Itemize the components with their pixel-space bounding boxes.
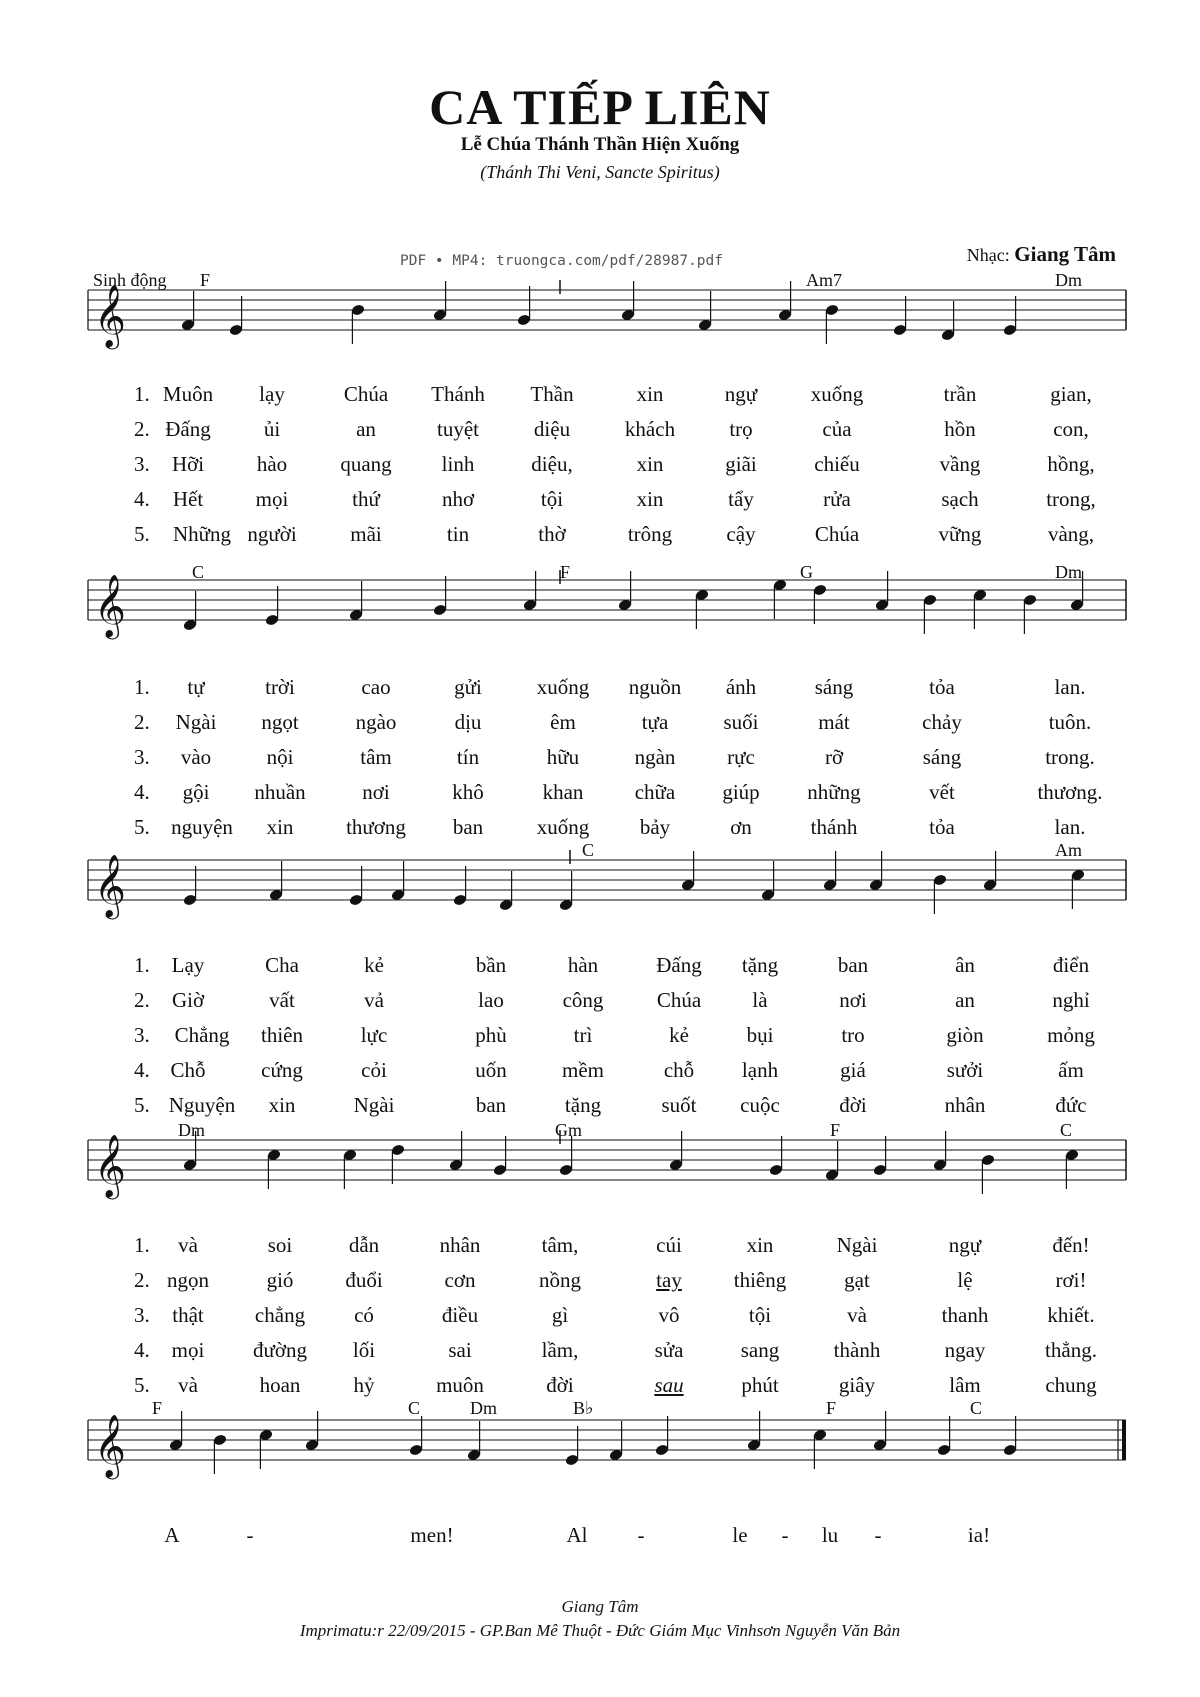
lyric-syllable: đời (839, 1093, 867, 1117)
lyric-syllable: quang (340, 452, 392, 476)
lyric-syllable: hồn (944, 417, 976, 441)
lyric-syllable: ban (475, 1093, 507, 1117)
lyric-syllable: ánh (725, 675, 757, 699)
lyric-syllable: điều (441, 1303, 479, 1327)
lyric-syllable: diệu, (531, 452, 573, 476)
lyric-syllable: phút (741, 1373, 779, 1397)
lyric-syllable: tín (456, 745, 480, 769)
lyric-syllable: Đấng (165, 417, 211, 441)
lyric-syllable: sáng (814, 675, 854, 699)
lyric-syllable: gian, (1050, 382, 1092, 406)
lyric-syllable: thật (172, 1303, 204, 1327)
lyric-syllable: điển (1052, 953, 1090, 977)
lyric-syllable: lệ (957, 1268, 973, 1292)
lyric-syllable: của (822, 417, 852, 441)
lyric-syllable: rực (727, 745, 755, 769)
lyric-syllable: mọi (171, 1338, 205, 1362)
lyric-syllable: gạt (844, 1268, 870, 1292)
lyric-syllable: tựa (641, 710, 669, 734)
treble-clef-icon: 𝄞 (94, 574, 126, 637)
chord-symbol: C (970, 1398, 983, 1418)
lyric-syllable: giãi (725, 452, 757, 476)
lyric-syllable: tẩy (728, 487, 754, 511)
lyric-syllable: kẻ (669, 1023, 689, 1047)
verse-number: 5. (134, 1093, 150, 1117)
lyric-syllable: mềm (562, 1058, 604, 1082)
lyric-syllable: ấm (1058, 1058, 1084, 1082)
lyric-syllable: trần (943, 382, 977, 406)
verse-number: 1. (134, 1233, 150, 1257)
verse-number: 5. (134, 522, 150, 546)
lyric-syllable: Hết (172, 487, 204, 511)
lyric-syllable: suối (723, 710, 759, 734)
lyric-syllable: thương. (1037, 780, 1103, 804)
lyric-syllable: mãi (350, 522, 382, 546)
lyric-syllable: bụi (746, 1023, 774, 1047)
lyric-syllable: lao (478, 988, 504, 1012)
lyric-syllable: hồng, (1047, 452, 1095, 476)
lyric-syllable: sửa (654, 1338, 684, 1362)
lyric-syllable: thánh (810, 815, 858, 839)
lyric-syllable: vô (658, 1303, 680, 1327)
lyric-syllable: trì (573, 1023, 593, 1047)
lyric-syllable: mọi (255, 487, 289, 511)
lyric-syllable: vết (929, 780, 955, 804)
lyric-syllable: Chẳng (174, 1023, 230, 1047)
lyric-syllable: vầng (939, 452, 981, 476)
lyric-syllable: xin (636, 487, 664, 511)
lyric-syllable: Thánh (431, 382, 485, 406)
lyric-syllable: khan (542, 780, 584, 804)
treble-clef-icon: 𝄞 (94, 284, 126, 347)
verse-number: 5. (134, 1373, 150, 1397)
verse-number: 3. (134, 452, 150, 476)
lyric-syllable: gội (182, 780, 210, 804)
lyric-syllable: tự (187, 675, 205, 699)
lyric-syllable: xuống (810, 382, 864, 406)
song-subtitle-latin: (Thánh Thi Veni, Sancte Spiritus) (480, 162, 720, 182)
lyric-syllable: khô (452, 780, 484, 804)
lyric-syllable: giây (838, 1373, 876, 1397)
chord-symbol: F (830, 1120, 841, 1140)
lyric-syllable: tay (656, 1268, 682, 1292)
verse-number: 3. (134, 1303, 150, 1327)
lyric-syllable: sang (740, 1338, 780, 1362)
chord-symbol: Dm (1055, 562, 1082, 582)
composer-label: Nhạc: (966, 245, 1010, 265)
lyric-syllable: ngọt (261, 710, 299, 734)
verse-number: 2. (134, 417, 150, 441)
lyric-syllable: cậy (726, 522, 756, 546)
lyric-syllable: ơn (730, 815, 752, 839)
lyric-syllable: mát (818, 710, 850, 734)
lyric-syllable: tặng (564, 1093, 602, 1117)
source-link[interactable]: PDF • MP4: truongca.com/pdf/28987.pdf (400, 253, 724, 269)
lyric-syllable: tỏa (929, 675, 955, 699)
lyric-syllable: vàng, (1047, 522, 1095, 546)
lyric-syllable: - (874, 1523, 882, 1547)
lyric-syllable: hoan (259, 1373, 301, 1397)
lyric-syllable: Chúa (343, 382, 389, 406)
chord-symbol: C (1060, 1120, 1073, 1140)
chord-symbol: F (152, 1398, 163, 1418)
lyric-syllable: Chỗ (170, 1058, 206, 1082)
chord-symbol: Gm (555, 1120, 582, 1140)
lyric-syllable: chung (1045, 1373, 1097, 1397)
lyric-syllable: nguyện (171, 815, 233, 839)
lyric-syllable: tro (841, 1023, 865, 1047)
verse-number: 4. (134, 1058, 150, 1082)
lyric-syllable: thẳng. (1045, 1338, 1097, 1362)
lyric-syllable: đời (546, 1373, 574, 1397)
lyric-syllable: nội (266, 745, 294, 769)
lyric-syllable: nhơ (441, 487, 475, 511)
lyric-syllable: vất (269, 988, 295, 1012)
lyric-syllable: nơi (839, 988, 867, 1012)
lyric-syllable: Ngài (353, 1093, 395, 1117)
lyric-syllable: soi (267, 1233, 293, 1257)
lyric-syllable: uốn (475, 1058, 507, 1082)
footer-author: Giang Tâm (561, 1597, 639, 1616)
lyric-syllable: khách (624, 417, 676, 441)
lyric-syllable: Ngài (175, 710, 217, 734)
treble-clef-icon: 𝄞 (94, 854, 126, 917)
lyric-syllable: tặng (741, 953, 779, 977)
lyric-syllable: tuôn. (1048, 710, 1092, 734)
lyric-syllable: và (178, 1373, 198, 1397)
song-subtitle: Lễ Chúa Thánh Thần Hiện Xuống (460, 134, 740, 155)
lyric-syllable: an (955, 988, 975, 1012)
lyric-syllable: thương (346, 815, 406, 839)
lyric-syllable: thanh (941, 1303, 989, 1327)
lyric-syllable: diệu (533, 417, 571, 441)
lyric-syllable: tội (748, 1303, 772, 1327)
lyric-syllable: là (752, 988, 768, 1012)
chord-symbol: F (200, 270, 211, 290)
lyric-syllable: rỡ (824, 745, 844, 769)
lyric-syllable: tội (540, 487, 564, 511)
lyric-syllable: an (356, 417, 376, 441)
lyric-syllable: Những (172, 522, 232, 546)
lyric-syllable: chẳng (254, 1303, 306, 1327)
lyric-syllable: nghỉ (1052, 988, 1090, 1012)
lyric-syllable: trông (627, 522, 673, 546)
lyric-syllable: có (354, 1303, 374, 1327)
lyric-syllable: trời (265, 675, 295, 699)
lyric-syllable: muôn (436, 1373, 484, 1397)
treble-clef-icon: 𝄞 (94, 1414, 126, 1477)
lyric-syllable: lạy (259, 382, 285, 406)
lyric-syllable: ngự (724, 382, 758, 406)
lyric-syllable: bảy (639, 815, 671, 839)
lyric-syllable: lan. (1054, 815, 1086, 839)
lyric-syllable: những (807, 780, 861, 804)
lyric-syllable: hàn (567, 953, 599, 977)
lyric-syllable: nhuần (254, 780, 306, 804)
lyric-syllable: công (562, 988, 604, 1012)
lyric-syllable: ngào (355, 710, 397, 734)
lyric-syllable: lối (352, 1338, 376, 1362)
lyric-syllable: Cha (265, 953, 299, 977)
lyric-syllable: cứng (261, 1058, 303, 1082)
song-title: CA TIẾP LIÊN (429, 79, 771, 135)
lyric-syllable: chiếu (814, 452, 860, 476)
lyric-syllable: ân (955, 953, 975, 977)
lyric-syllable: thờ (538, 522, 566, 546)
lyric-syllable: - (637, 1523, 645, 1547)
lyric-syllable: tâm (360, 745, 392, 769)
lyric-syllable: ngọn (167, 1268, 209, 1292)
verse-number: 5. (134, 815, 150, 839)
lyric-syllable: gió (266, 1268, 294, 1292)
chord-symbol: F (560, 562, 571, 582)
lyric-syllable: nồng (539, 1268, 581, 1292)
lyric-syllable: tin (446, 522, 470, 546)
lyric-syllable: xuống (536, 815, 590, 839)
lyric-syllable: vả (364, 988, 384, 1012)
lyric-syllable: hữu (546, 745, 580, 769)
verse-number: 3. (134, 745, 150, 769)
lyric-syllable: ngự (948, 1233, 982, 1257)
lyric-syllable: gửi (454, 675, 482, 699)
lyric-syllable: đuổi (345, 1268, 383, 1292)
chord-symbol: C (408, 1398, 421, 1418)
lyric-syllable: Đấng (656, 953, 702, 977)
lyric-syllable: xin (266, 815, 294, 839)
lyric-syllable: Ngài (836, 1233, 878, 1257)
lyric-syllable: Muôn (162, 382, 214, 406)
lyric-syllable: linh (441, 452, 475, 476)
lyric-syllable: Giờ (171, 988, 205, 1012)
lyric-syllable: và (847, 1303, 867, 1327)
chord-symbol: C (192, 562, 205, 582)
lyric-syllable: tâm, (541, 1233, 579, 1257)
lyric-syllable: ia! (967, 1523, 991, 1547)
lyric-syllable: đường (253, 1338, 307, 1362)
lyric-syllable: Chúa (656, 988, 702, 1012)
lyric-syllable: thứ (352, 487, 380, 511)
verse-number: 2. (134, 988, 150, 1012)
lyric-syllable: xuống (536, 675, 590, 699)
lyric-syllable: sạch (941, 487, 979, 511)
verse-number: 1. (134, 382, 150, 406)
lyric-syllable: xin (268, 1093, 296, 1117)
lyric-syllable: men! (410, 1523, 454, 1547)
lyric-syllable: thiêng (733, 1268, 787, 1292)
lyric-syllable: suốt (661, 1093, 697, 1117)
lyric-syllable: cỏi (361, 1058, 387, 1082)
lyric-syllable: cuộc (740, 1093, 780, 1117)
lyric-syllable: thiên (261, 1023, 303, 1047)
lyric-syllable: nguồn (628, 675, 682, 699)
lyric-syllable: giúp (722, 780, 760, 804)
lyric-syllable: le (732, 1523, 748, 1547)
chord-symbol: Dm (470, 1398, 497, 1418)
lyric-syllable: Lạy (171, 953, 205, 977)
chord-symbol: F (826, 1398, 837, 1418)
tempo-marking: Sinh động (93, 270, 167, 290)
lyric-syllable: hỷ (353, 1373, 375, 1397)
lyric-syllable: sau (654, 1373, 684, 1397)
lyric-syllable: xin (746, 1233, 774, 1257)
lyric-syllable: Al (566, 1523, 588, 1547)
lyric-syllable: trong. (1045, 745, 1095, 769)
lyric-syllable: Thần (530, 382, 574, 406)
lyric-syllable: và (178, 1233, 198, 1257)
lyric-syllable: lan. (1054, 675, 1086, 699)
lyric-syllable: phù (475, 1023, 507, 1047)
chord-symbol: C (582, 840, 595, 860)
lyric-syllable: Chúa (814, 522, 860, 546)
lyric-syllable: xin (636, 452, 664, 476)
lyric-syllable: vững (938, 522, 982, 546)
footer-imprimatur: Imprimatu:r 22/09/2015 - GP.Ban Mê Thuột - Đức Giám Mục Vinhsơn Nguyễn Văn Bản (299, 1621, 901, 1640)
lyric-syllable: ủi (263, 417, 281, 441)
chord-symbol: G (800, 562, 813, 582)
chord-symbol: B♭ (573, 1398, 594, 1418)
lyric-syllable: nhân (439, 1233, 481, 1257)
chord-symbol: Dm (1055, 270, 1082, 290)
lyric-syllable: chảy (922, 710, 962, 734)
lyric-syllable: ngàn (634, 745, 676, 769)
chord-symbol: Am7 (806, 270, 842, 290)
lyric-syllable: đến! (1052, 1233, 1090, 1257)
lyric-syllable: hào (256, 452, 288, 476)
lyric-syllable: giá (840, 1058, 866, 1082)
lyric-syllable: cao (361, 675, 391, 699)
verse-number: 3. (134, 1023, 150, 1047)
lyric-syllable: cúi (656, 1233, 682, 1257)
lyric-syllable: bần (475, 953, 507, 977)
lyric-syllable: đức (1055, 1093, 1087, 1117)
lyric-syllable: rửa (823, 487, 851, 511)
lyric-syllable: ban (837, 953, 869, 977)
verse-number: 4. (134, 780, 150, 804)
lyric-syllable: nhân (944, 1093, 986, 1117)
lyric-syllable: thành (833, 1338, 881, 1362)
lyric-syllable: mỏng (1047, 1023, 1095, 1047)
lyric-syllable: xin (636, 382, 664, 406)
lyric-syllable: êm (550, 710, 576, 734)
lyric-syllable: người (247, 522, 297, 546)
lyric-syllable: nơi (362, 780, 390, 804)
lyric-syllable: lu (821, 1523, 839, 1547)
lyric-syllable: tuyệt (437, 417, 479, 441)
lyric-syllable: cơn (444, 1268, 476, 1292)
verse-number: 1. (134, 953, 150, 977)
verse-number: 2. (134, 1268, 150, 1292)
lyric-syllable: vào (180, 745, 212, 769)
lyric-syllable: A (164, 1523, 180, 1547)
lyric-syllable: giòn (946, 1023, 984, 1047)
lyric-syllable: lâm (949, 1373, 981, 1397)
chord-symbol: Am (1055, 840, 1082, 860)
lyric-syllable: kẻ (364, 953, 384, 977)
lyric-syllable: lạnh (741, 1058, 779, 1082)
verse-number: 4. (134, 487, 150, 511)
lyric-syllable: sai (448, 1338, 472, 1362)
lyric-syllable: trọ (729, 417, 753, 441)
lyric-syllable: khiết. (1047, 1303, 1095, 1327)
lyric-syllable: - (781, 1523, 789, 1547)
lyric-syllable: ngay (944, 1338, 986, 1362)
verse-number: 4. (134, 1338, 150, 1362)
lyric-syllable: dịu (454, 710, 482, 734)
lyric-syllable: Nguyện (168, 1093, 236, 1117)
lyric-syllable: tỏa (929, 815, 955, 839)
lyric-syllable: chỗ (663, 1058, 695, 1082)
chord-symbol: Dm (178, 1120, 205, 1140)
lyric-syllable: trong, (1046, 487, 1096, 511)
composer-name: Giang Tâm (1014, 242, 1116, 266)
lyric-syllable: - (246, 1523, 254, 1547)
lyric-syllable: rơi! (1055, 1268, 1087, 1292)
treble-clef-icon: 𝄞 (94, 1134, 126, 1197)
verse-number: 2. (134, 710, 150, 734)
lyric-syllable: dẫn (348, 1233, 380, 1257)
verse-number: 1. (134, 675, 150, 699)
lyric-syllable: ban (452, 815, 484, 839)
lyric-syllable: Hỡi (171, 452, 205, 476)
lyric-syllable: con, (1053, 417, 1089, 441)
lyric-syllable: lầm, (541, 1338, 579, 1362)
lyric-syllable: sáng (922, 745, 962, 769)
lyric-syllable: lực (360, 1023, 388, 1047)
lyric-syllable: sưởi (946, 1058, 984, 1082)
lyric-syllable: gì (551, 1303, 569, 1327)
lyric-syllable: chữa (634, 780, 676, 804)
